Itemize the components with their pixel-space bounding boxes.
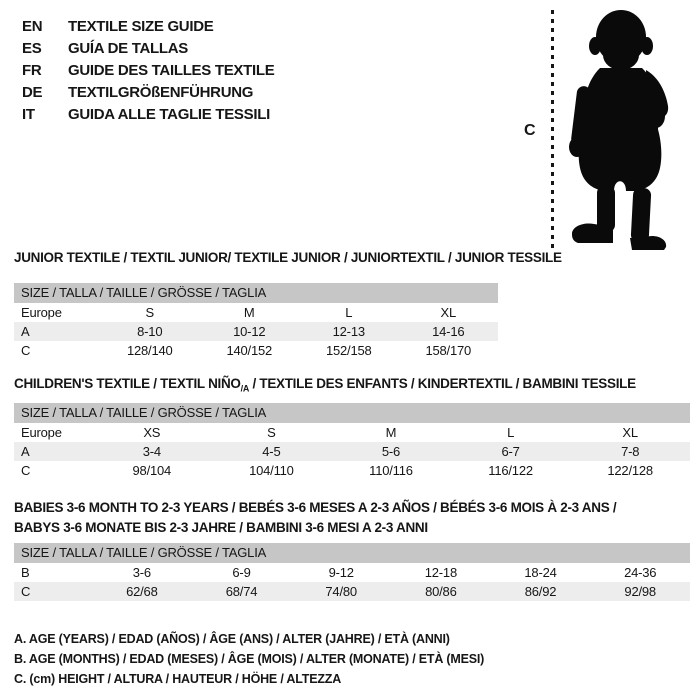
size-header-bar: SIZE / TALLA / TAILLE / GRÖSSE / TAGLIA bbox=[14, 543, 690, 563]
table-cell: 4-5 bbox=[262, 444, 281, 459]
table-cell: XL bbox=[622, 425, 638, 440]
table-junior bbox=[14, 283, 498, 360]
language-code: IT bbox=[22, 106, 35, 123]
language-row-en bbox=[22, 16, 274, 38]
table-cell: Europe bbox=[21, 305, 62, 320]
table-row bbox=[14, 423, 690, 442]
language-list bbox=[22, 16, 274, 126]
footnotes bbox=[14, 629, 484, 689]
babies-title-line2: BABYS 3-6 MONATE BIS 2-3 JAHRE / BAMBINI 3-6 MESI A 2-3 ANNI bbox=[14, 520, 428, 535]
table-row bbox=[14, 303, 498, 322]
children-table-title bbox=[14, 376, 636, 394]
height-dashed-line bbox=[551, 10, 554, 250]
table-cell: 74/80 bbox=[325, 584, 357, 599]
table-cell: 6-9 bbox=[232, 565, 251, 580]
table-cell: 14-16 bbox=[432, 324, 465, 339]
table-cell: 152/158 bbox=[325, 343, 372, 358]
children-title-pre: CHILDREN'S TEXTILE / TEXTIL NIÑO bbox=[14, 376, 241, 391]
table-cell: 116/122 bbox=[488, 463, 533, 478]
table-row bbox=[14, 341, 498, 360]
table-cell: 24-36 bbox=[624, 565, 657, 580]
table-cell: C bbox=[21, 343, 31, 358]
table-cell: 5-6 bbox=[381, 444, 401, 459]
table-cell: XL bbox=[440, 305, 456, 320]
table-cell: 122/128 bbox=[607, 463, 653, 478]
table-cell: 12-18 bbox=[424, 565, 457, 580]
table-cell: 3-4 bbox=[142, 444, 161, 459]
language-code: FR bbox=[22, 62, 42, 79]
children-title-sub: /A bbox=[240, 383, 250, 394]
table-children bbox=[14, 403, 690, 480]
table-cell: 98/104 bbox=[132, 463, 172, 478]
language-row-es bbox=[22, 38, 274, 60]
table-cell: 12-13 bbox=[332, 324, 365, 339]
table-cell: C bbox=[21, 463, 31, 478]
language-title: TEXTILE SIZE GUIDE bbox=[68, 18, 214, 35]
table-cell: 3-6 bbox=[132, 565, 151, 580]
size-header-bar: SIZE / TALLA / TAILLE / GRÖSSE / TAGLIA bbox=[14, 283, 498, 303]
children-title-post: / TEXTILE DES ENFANTS / KINDERTEXTIL / BAMBINI TESSILE bbox=[249, 376, 636, 391]
junior-table-title: JUNIOR TEXTILE / TEXTIL JUNIOR/ TEXTILE JUNIOR / JUNIORTEXTIL / JUNIOR TESSILE bbox=[14, 250, 562, 265]
language-code: DE bbox=[22, 84, 43, 101]
language-title: TEXTILGRÖßENFÜHRUNG bbox=[68, 84, 254, 101]
language-code: EN bbox=[22, 18, 43, 35]
table-cell: A bbox=[21, 444, 30, 459]
table-cell: A bbox=[21, 324, 30, 339]
toddler-silhouette-icon bbox=[560, 6, 696, 252]
table-babies bbox=[14, 543, 690, 601]
footnote-c: C. (cm) HEIGHT / ALTURA / HAUTEUR / HÖHE / ALTEZZA bbox=[14, 672, 342, 686]
table-cell: 110/116 bbox=[369, 463, 413, 478]
babies-title-line1: BABIES 3-6 MONTH TO 2-3 YEARS / BEBÉS 3-6 MESES A 2-3 AÑOS / BÉBÉS 3-6 MOIS À 2-3 ANS / bbox=[14, 500, 617, 515]
table-row bbox=[14, 461, 690, 480]
table-cell: 18-24 bbox=[524, 565, 557, 580]
table-cell: 6-7 bbox=[501, 444, 520, 459]
table-cell: 158/170 bbox=[425, 343, 472, 358]
table-cell: L bbox=[507, 425, 515, 440]
table-cell: 9-12 bbox=[328, 565, 354, 580]
table-cell: 92/98 bbox=[624, 584, 656, 599]
table-cell: 140/152 bbox=[226, 343, 273, 358]
table-cell: 128/140 bbox=[126, 343, 173, 358]
table-cell: M bbox=[385, 425, 397, 440]
footnote-a: A. AGE (YEARS) / EDAD (AÑOS) / ÂGE (ANS) / ALTER (JAHRE) / ETÀ (ANNI) bbox=[14, 632, 450, 646]
table-row bbox=[14, 563, 690, 582]
table-cell: 86/92 bbox=[524, 584, 557, 599]
table-cell: M bbox=[243, 305, 255, 320]
table-cell: B bbox=[21, 565, 30, 580]
table-cell: 10-12 bbox=[233, 324, 266, 339]
table-cell: XS bbox=[143, 425, 161, 440]
table-cell: 8-10 bbox=[137, 324, 163, 339]
size-header-bar: SIZE / TALLA / TAILLE / GRÖSSE / TAGLIA bbox=[14, 403, 690, 423]
table-cell: 80/86 bbox=[425, 584, 457, 599]
babies-table-title bbox=[14, 498, 616, 538]
language-row-it bbox=[22, 104, 274, 126]
language-row-de bbox=[22, 82, 274, 104]
table-cell: 68/74 bbox=[225, 584, 258, 599]
table-row bbox=[14, 442, 690, 461]
table-cell: L bbox=[345, 305, 353, 320]
language-title: GUIDA ALLE TAGLIE TESSILI bbox=[68, 106, 270, 123]
table-cell: 7-8 bbox=[621, 444, 640, 459]
language-row-fr bbox=[22, 60, 274, 82]
language-title: GUIDE DES TAILLES TEXTILE bbox=[68, 62, 275, 79]
table-cell: C bbox=[21, 584, 31, 599]
footnote-b: B. AGE (MONTHS) / EDAD (MESES) / ÂGE (MOIS) / ALTER (MONATE) / ETÀ (MESI) bbox=[14, 652, 485, 666]
table-row bbox=[14, 582, 690, 601]
table-cell: 62/68 bbox=[126, 584, 158, 599]
language-title: GUÍA DE TALLAS bbox=[68, 40, 188, 57]
height-marker-label: C bbox=[524, 122, 536, 139]
table-cell: S bbox=[145, 305, 154, 320]
table-row bbox=[14, 322, 498, 341]
table-cell: Europe bbox=[21, 425, 62, 440]
language-code: ES bbox=[22, 40, 42, 57]
table-cell: 104/110 bbox=[249, 463, 294, 478]
table-cell: S bbox=[267, 425, 276, 440]
